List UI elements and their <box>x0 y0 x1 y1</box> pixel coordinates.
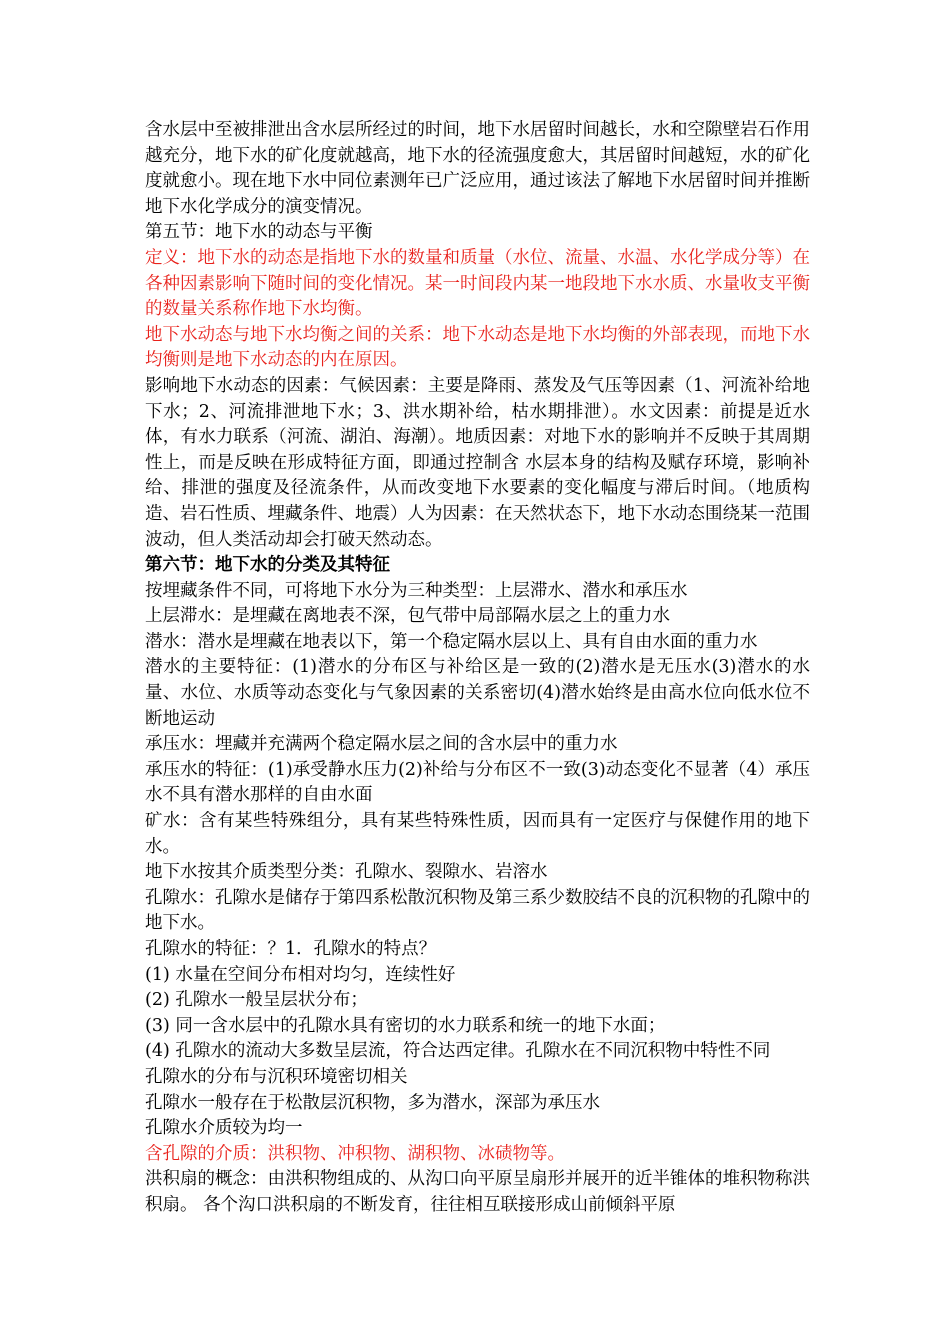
list-item-2: (2) 孔隙水一般呈层状分布； <box>145 990 368 1011</box>
section-five-heading: 第五节：地下水的动态与平衡 <box>145 222 373 243</box>
paragraph-phreatic-water: 潜水：潜水是埋藏在地表以下，第一个稳定隔水层以上、具有自由水面的重力水 <box>145 631 758 652</box>
paragraph-distribution: 孔隙水的分布与沉积环境密切相关 <box>145 1066 408 1087</box>
paragraph-mineral-water: 矿水：含有某些特殊组分，具有某些特殊性质，因而具有一定医疗与保健作用的地下水。 <box>145 811 810 857</box>
paragraph-medium-types: 地下水按其介质类型分类：孔隙水、裂隙水、岩溶水 <box>145 862 548 883</box>
paragraph-pore-features: 孔隙水的特征：？1．孔隙水的特点？ <box>145 939 437 959</box>
paragraph-phreatic-features: 潜水的主要特征：(1)潜水的分布区与补给区是一致的(2)潜水是无压水(3)潜水的水量、水位、水质等动态变化与气象因素的关系密切(4)潜水始终是由高水位向低水位不断地运动 <box>145 657 810 729</box>
paragraph-residence-time: 含水层中至被排泄出含水层所经过的时间，地下水居留时间越长，水和空隙壁岩石作用越充分，地下水的矿化度就越高，地下水的径流强度愈大，其居留时间越短，水的矿化度就愈小。现在地下水中同位素测年已广泛应用，通过该法了解地下水居留时间并推断地下水化学成分的演变情况。 <box>145 120 810 217</box>
paragraph-occurrence: 孔隙水一般存在于松散层沉积物，多为潜水，深部为承压水 <box>145 1092 600 1113</box>
list-item-4: (4) 孔隙水的流动大多数呈层流，符合达西定律。孔隙水在不同沉积物中特性不同 <box>145 1041 771 1062</box>
paragraph-pore-media: 含孔隙的介质：洪积物、冲积物、湖积物、冰碛物等。 <box>145 1143 565 1164</box>
paragraph-classification: 按埋藏条件不同，可将地下水分为三种类型：上层滞水、潜水和承压水 <box>145 580 688 601</box>
list-item-3: (3) 同一含水层中的孔隙水具有密切的水力联系和统一的地下水面； <box>145 1015 666 1036</box>
list-item-1: (1) 水量在空间分布相对均匀，连续性好 <box>145 964 456 985</box>
paragraph-perched-water: 上层滞水：是埋藏在离地表不深，包气带中局部隔水层之上的重力水 <box>145 606 670 627</box>
paragraph-confined-features: 承压水的特征：(1)承受静水压力(2)补给与分布区不一致(3)动态变化不显著（4）承压水不具有潜水那样的自由水面 <box>145 759 810 806</box>
relation-dynamics-balance: 地下水动态与地下水均衡之间的关系：地下水动态是地下水均衡的外部表现，而地下水均衡则是地下水动态的内在原因。 <box>145 324 810 371</box>
paragraph-influencing-factors: 影响地下水动态的因素：气候因素：主要是降雨、蒸发及气压等因素（1、河流补给地下水；2、河流排泄地下水；3、洪水期补给，枯水期排泄）。水文因素：前提是近水体，有水力联系（河流、湖泊、海潮）。地质因素：对地下水的影响并不反映于其周期性上，而是反映在形成特征方面，即通过控制含 水层本身的结构及赋存环境，影响补给、排泄的强度及径流条件，从而改变地下水要素的变化幅度与滞后时间。（地质构造、岩石性质、埋藏条件、地震）人为因素：在天然状态下，地下水动态围绕某一范围波动，但人类活动却会打破天然动态。 <box>145 375 810 550</box>
paragraph-medium-uniform: 孔隙水介质较为均一 <box>145 1118 303 1139</box>
document-page <box>145 118 810 1219</box>
section-six-heading: 第六节：地下水的分类及其特征 <box>145 555 390 576</box>
paragraph-pore-water: 孔隙水：孔隙水是储存于第四系松散沉积物及第三系少数胶结不良的沉积物的孔隙中的地下水。 <box>145 887 810 934</box>
paragraph-confined-water: 承压水：埋藏并充满两个稳定隔水层之间的含水层中的重力水 <box>145 734 618 755</box>
paragraph-alluvial-fan: 洪积扇的概念：由洪积物组成的、从沟口向平原呈扇形并展开的近半锥体的堆积物称洪积扇。 各个沟口洪积扇的不断发育，往往相互联接形成山前倾斜平原 <box>145 1169 810 1215</box>
definition-dynamics: 定义：地下水的动态是指地下水的数量和质量（水位、流量、水温、水化学成分等）在各种因素影响下随时间的变化情况。某一时间段内某一地段地下水水质、水量收支平衡的数量关系称作地下水均衡。 <box>145 247 810 320</box>
